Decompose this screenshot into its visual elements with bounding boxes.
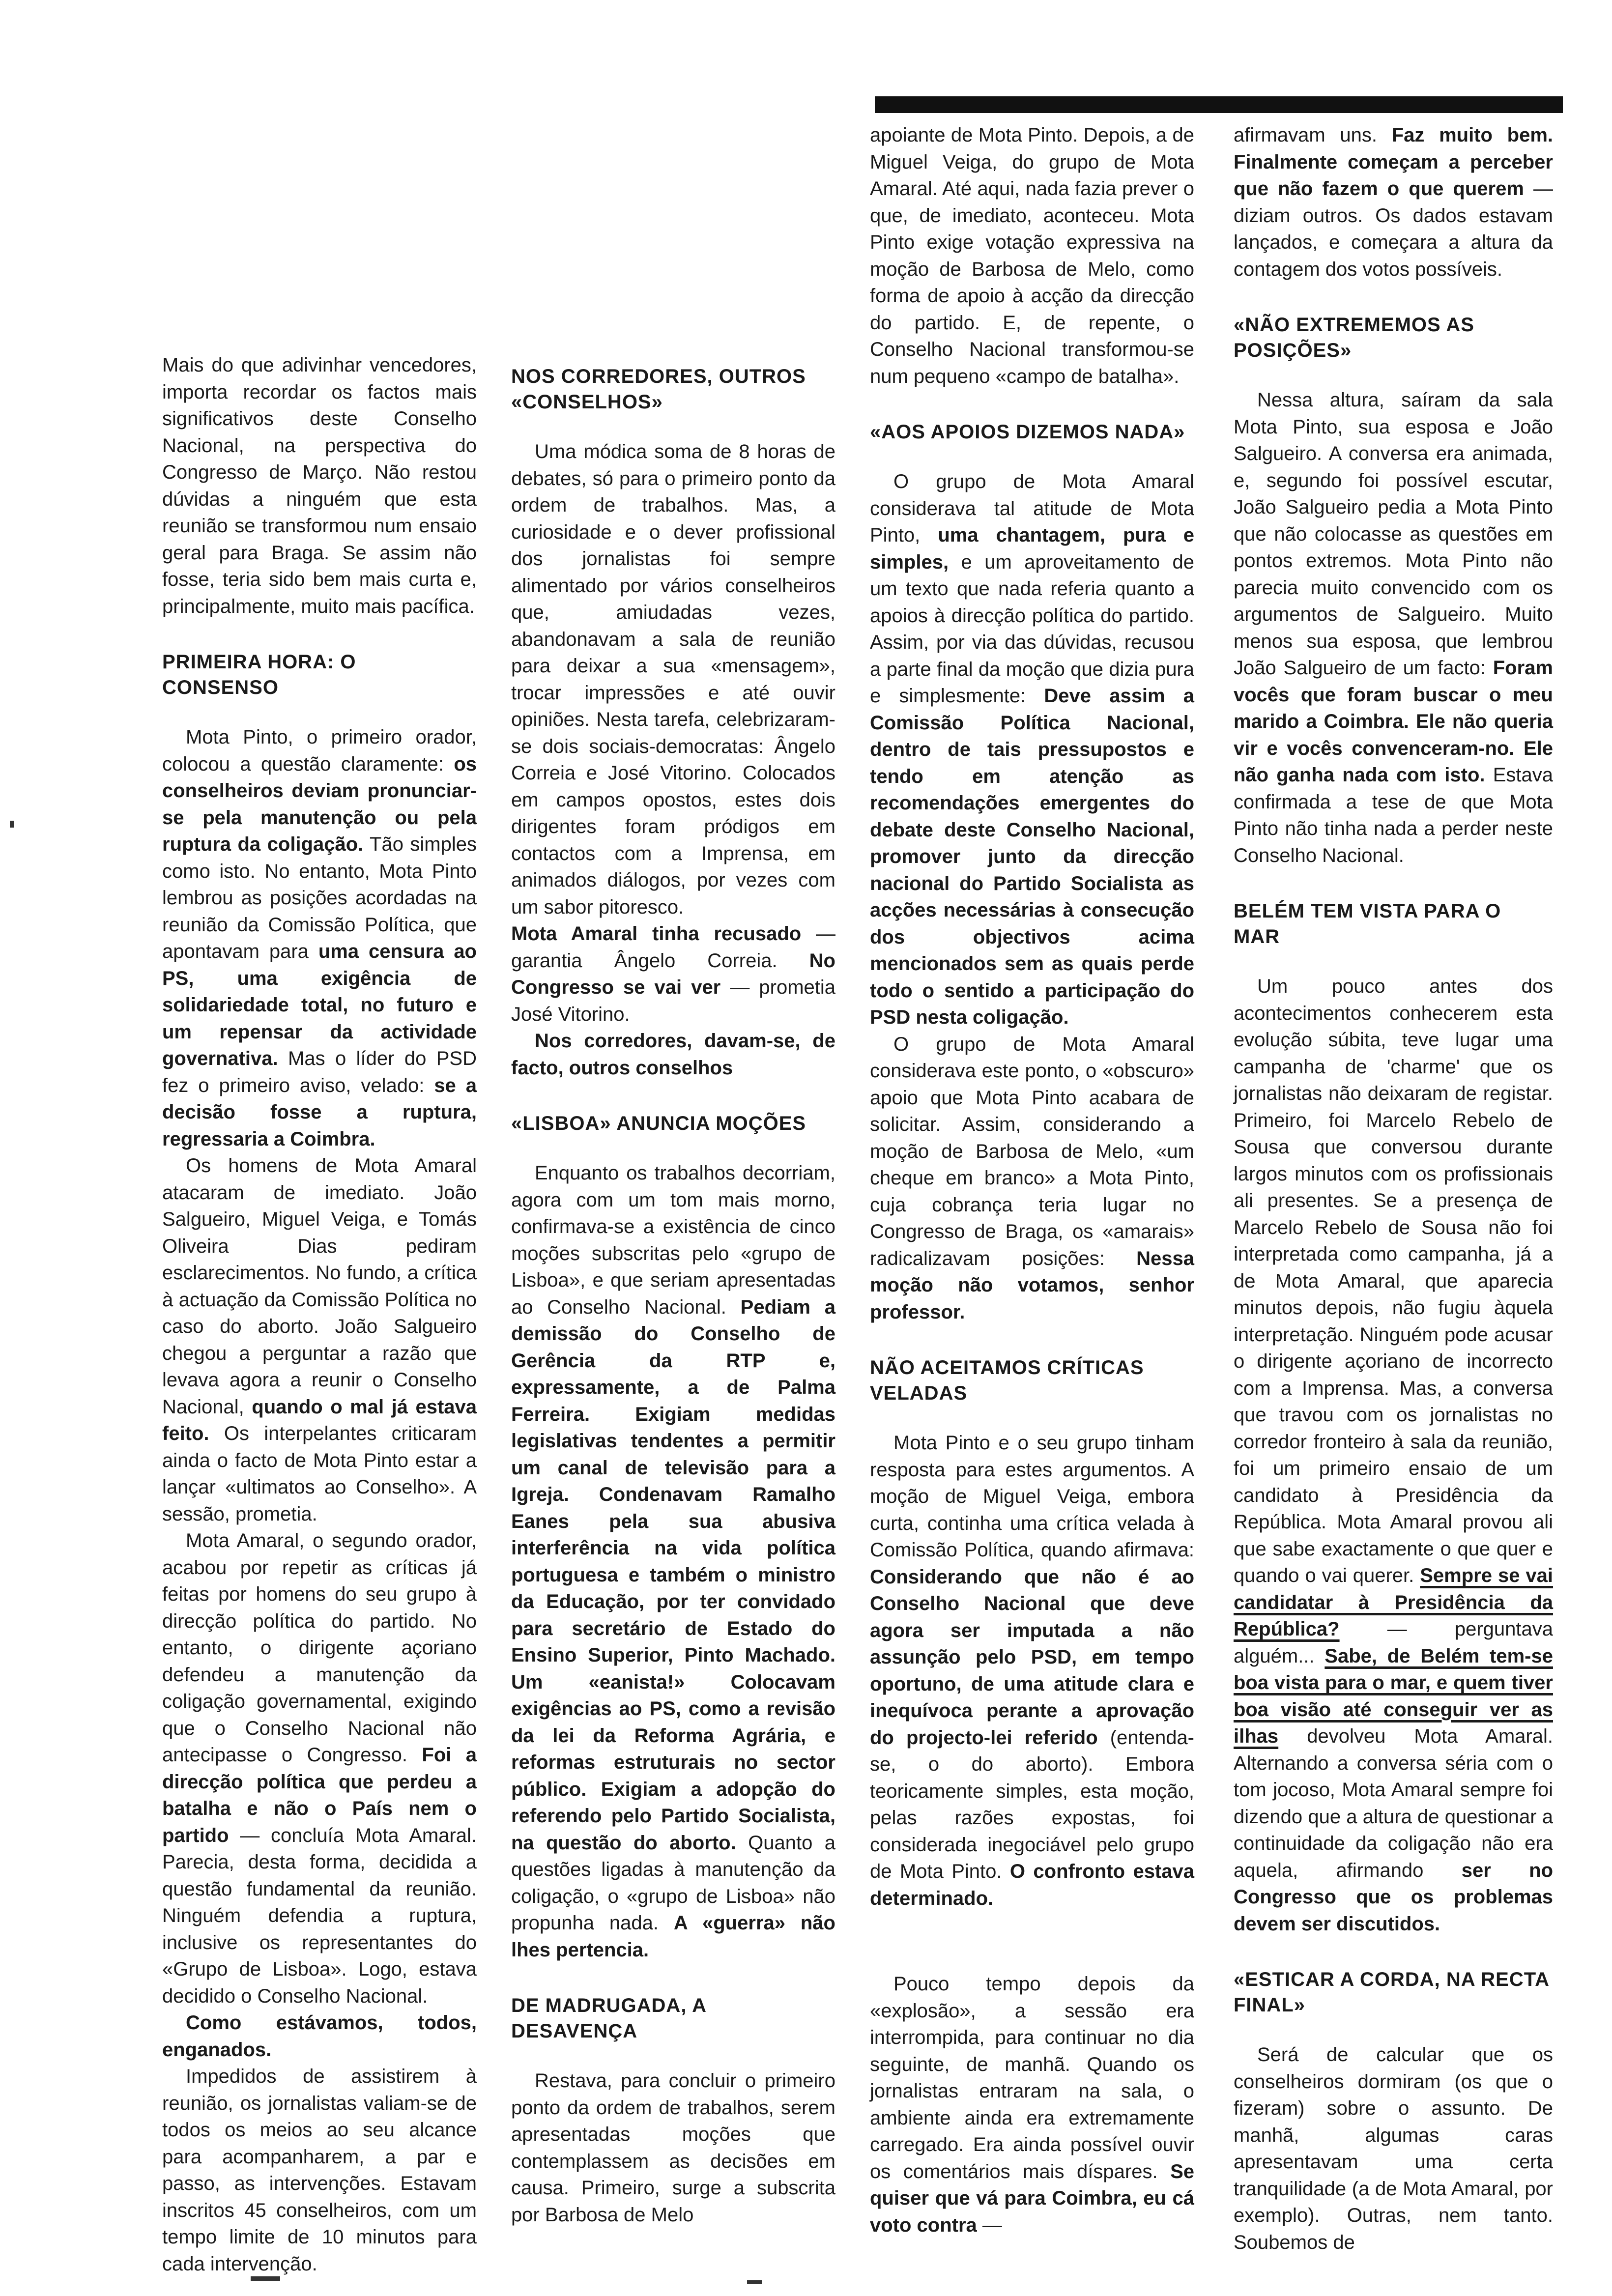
bold-quote-run: Nos corredores, davam-se, de facto, outros conselhos: [511, 1030, 835, 1079]
article-paragraph: [162, 1152, 477, 1527]
article-paragraph: [1234, 973, 1553, 1937]
article-paragraph: [870, 1430, 1194, 1912]
article-paragraph: Será de calcular que os conselheiros dormiram (os que o fizeram) sobre o assunto. De manhã, algumas caras apresentavam uma certa tranquilidade (a de Mota Amaral, por exemplo). Outras, nem tanto. Soubemos de: [1234, 2044, 1553, 2253]
article-paragraph: [870, 1031, 1194, 1326]
bold-quote-run: Considerando que não é ao Conselho Nacional que deve agora ser imputada a não assunção pelo PSD, em tempo oportuno, de uma atitude clara e inequívoca perante a aprovação do projecto-lei referido: [870, 1566, 1194, 1749]
section-heading: NOS CORREDORES, OUTROS «CONSELHOS»: [511, 366, 806, 413]
text-run: Os homens de Mota Amaral atacaram de imediato. João Salgueiro, Miguel Veiga, e Tomás Oliveira Dias pediram esclarecimentos. No fundo, a crítica à actuação da Comissão Política no caso do aborto. João Salgueiro chegou a perguntar a razão que levava agora a reunir o Conselho Nacional,: [162, 1155, 477, 1418]
text-run: (entenda-se, o do aborto). Embora teoricamente simples, esta moção, pelas razões expostas, foi considerada inegociável pelo grupo de Mota Pinto.: [870, 1726, 1194, 1882]
text-run: Um pouco antes dos acontecimentos conhecerem esta evolução súbita, teve lugar uma campanha de 'charme' que os jornalistas não deixaram de registar. Primeiro, foi Marcelo Rebelo de Sousa que conversou durante largos minutos com os profissionais ali presentes. Se a presença de Marcelo Rebelo de Sousa não foi interpretada como campanha, já a de Mota Amaral, que aparecia minutos depois, não fugiu àquela interpretação. Ninguém pode acusar o dirigente açoriano de incorrecto com a Imprensa. Mas, a conversa que travou com os jornalistas no corredor fronteiro à sala da reunião, foi um primeiro ensaio de um candidato à Presidência da República. Mota Amaral provou ali que sabe exactamente o que quer e quando o vai querer.: [1234, 976, 1553, 1586]
article-paragraph: [511, 1028, 835, 1081]
article-paragraph: [511, 1160, 835, 1963]
article-paragraph: [1234, 122, 1553, 283]
bold-quote-run: A «guerra» não lhes pertencia.: [511, 1912, 835, 1961]
article-paragraph: [162, 724, 477, 1152]
article-paragraph: [511, 920, 835, 1028]
bold-quote-run: Como estávamos, todos, enganados.: [162, 2012, 477, 2061]
article-paragraph: apoiante de Mota Pinto. Depois, a de Miguel Veiga, do grupo de Mota Amaral. Até aqui, nada fazia prever o que, de imediato, aconteceu. Mota Pinto exige votação expressiva na moção de Barbosa de Melo, como forma de apoio à acção da direcção do partido. E, de repente, o Conselho Nacional transformou-se num pequeno «campo de batalha».: [870, 124, 1194, 387]
text-run: Mota Pinto e o seu grupo tinham resposta para estes argumentos. A moção de Miguel Veiga, embora curta, continha uma crítica velada à Comissão Política, quando afirmava:: [870, 1432, 1194, 1561]
section-heading: BELÉM TEM VISTA PARA O MAR: [1234, 900, 1501, 947]
text-run: Tão simples como isto. No entanto, Mota Pinto lembrou as posições acordadas na reunião da Comissão Política, que apontavam para: [162, 833, 477, 962]
bold-quote-run: os conselheiros deviam pronunciar-se pela manutenção ou pela ruptura da coligação.: [162, 753, 477, 855]
text-run: — perguntava alguém...: [1234, 1618, 1553, 1667]
article-paragraph: [870, 1971, 1194, 2239]
bold-quote-run: Sabe, de Belém tem-se boa vista para o mar, e quem tiver boa visão até conseguir ver as ilhas: [1234, 1645, 1553, 1747]
section-heading: DE MADRUGADA, A DESAVENÇA: [511, 1995, 706, 2042]
bold-quote-run: Mota Amaral tinha recusado: [511, 923, 802, 945]
scan-speck: [747, 2280, 762, 2284]
bold-quote-run: se a decisão fosse a ruptura, regressaria a Coimbra.: [162, 1074, 477, 1150]
section-heading: NÃO ACEITAMOS CRÍTICAS VELADAS: [870, 1357, 1144, 1404]
text-run: devolveu Mota Amaral. Alternando a conversa séria com o tom jocoso, Mota Amaral sempre foi dizendo que a altura de questionar a continuidade da coligação não era aquela, afirmando: [1234, 1725, 1553, 1881]
bold-quote-run: Deve assim a Comissão Política Nacional, dentro de tais pressupostos e tendo em atenção as recomendações emergentes do debate deste Conselho Nacional, promover junto da direcção nacional do Partido Socialista as acções necessárias à consecução dos objectivos acima mencionados sem as quais perde todo o sentido a participação do PSD nesta coligação.: [870, 685, 1195, 1028]
section-heading: «ESTICAR A CORDA, NA RECTA FINAL»: [1234, 1969, 1549, 2016]
article-paragraph: Restava, para concluir o primeiro ponto da ordem de trabalhos, serem apresentadas moções que contemplassem as decisões em causa. Primeiro, surge a subscrita por Barbosa de Melo: [511, 2070, 835, 2226]
text-run: afirmavam uns.: [1234, 124, 1392, 146]
article-paragraph: [870, 468, 1194, 1031]
section-heading: PRIMEIRA HORA: O CONSENSO: [162, 651, 356, 698]
article-column-2: [511, 364, 835, 2228]
article-paragraph: [162, 2009, 477, 2063]
text-run: Pouco tempo depois da «explosão», a sessão era interrompida, para continuar no dia seguinte, de manhã. Quando os jornalistas entraram na sala, o ambiente ainda era extremamente carregado. Era ainda possível ouvir os comentários mais díspares.: [870, 1973, 1194, 2182]
article-paragraph: Uma módica soma de 8 horas de debates, só para o primeiro ponto da ordem de trabalhos. Mas, a curiosidade e o dever profissional dos jornalistas foi sempre alimentado por vários conselheiros que, amiudadas vezes, abandonavam a sala de reunião para deixar a sua «mensagem», trocar impressões e até ouvir opiniões. Nesta tarefa, celebrizaram-se dois sociais-democratas: Ângelo Correia e José Vitorino. Colocados em campos opostos, estes dois dirigentes foram pródigos em contactos com a Imprensa, em animados diálogos, por vezes com um sabor pitoresco.: [511, 441, 835, 918]
text-run: —: [977, 2214, 1002, 2236]
bold-quote-run: Foi a direcção política que perdeu a batalha e não o País nem o partido: [162, 1744, 477, 1846]
text-run: e um aproveitamento de um texto que nada referia quanto a apoios à direcção política do partido. Assim, por via das dúvidas, recusou a parte final da moção que dizia pura e simplesmente:: [870, 551, 1194, 707]
article-paragraph: Mais do que adivinhar vencedores, importa recordar os factos mais significativos deste Conselho Nacional, na perspectiva do Congresso de Março. Não restou dúvidas a ninguém que esta reunião se transformou num ensaio geral para Braga. Se assim não fosse, teria sido bem mais curta e, principalmente, muito mais pacífica.: [162, 354, 477, 617]
article-column-3: [870, 122, 1194, 2239]
article-paragraph: Impedidos de assistirem à reunião, os jornalistas valiam-se de todos os meios ao seu alcance para acompanharem, a par e passo, as intervenções. Estavam inscritos 45 conselheiros, com um tempo limite de 10 minutos para cada intervenção.: [162, 2066, 477, 2275]
text-run: Estava confirmada a tese de que Mota Pinto não tinha nada a perder neste Conselho Nacional.: [1234, 764, 1553, 866]
text-run: — garantia Ângelo Correia.: [511, 923, 835, 972]
bold-quote-run: ser no Congresso que os problemas devem ser discutidos.: [1234, 1859, 1553, 1935]
text-run: Mas o líder do PSD fez o primeiro aviso, velado:: [162, 1048, 477, 1096]
bold-quote-run: Sempre se vai candidatar à Presidência da República?: [1234, 1565, 1554, 1640]
text-run: — diziam outros. Os dados estavam lançados, e começara a altura da contagem dos votos possíveis.: [1234, 178, 1553, 280]
bold-quote-run: quando o mal já estava feito.: [162, 1396, 477, 1444]
section-heading: «NÃO EXTREMEMOS AS POSIÇÕES»: [1234, 314, 1474, 361]
text-run: Nessa altura, saíram da sala Mota Pinto, sua esposa e João Salgueiro. A conversa era animada, e, segundo foi possível escutar, João Salgueiro pedia a Mota Pinto que não colocasse as questões em pontos extremos. Mota Pinto não parecia muito convencido com os argumentos de Salgueiro. Muito menos sua esposa, que lembrou João Salgueiro de um facto:: [1234, 389, 1553, 679]
article-paragraph: [162, 1527, 477, 2009]
text-run: O grupo de Mota Amaral considerava este ponto, o «obscuro» apoio que Mota Pinto acabara de solicitar. Assim, considerando a moção de Barbosa de Melo, «um cheque em branco» a Mota Pinto, cuja cobrança teria lugar no Congresso de Braga, os «amarais» radicalizavam posições:: [870, 1033, 1194, 1269]
bold-quote-run: O confronto estava determinado.: [870, 1861, 1194, 1909]
article-paragraph: [1234, 387, 1553, 869]
bold-quote-run: Pediam a demissão do Conselho de Gerência da RTP e, expressamente, a de Palma Ferreira. Exigiam medidas legislativas tendentes a permitir um canal de televisão para a Igreja. Condenavam Ramalho Eanes pela sua abusiva interferência na vida política portuguesa e também o ministro da Educação, por ter convidado para secretário de Estado do Ensino Superior, Pinto Machado. Um «eanista!» Colocavam exigências ao PS, como a revisão da lei da Reforma Agrária, e reformas estruturais no sector público. Exigiam a adopção do referendo pelo Partido Socialista, na questão do aborto.: [511, 1296, 835, 1854]
text-run: O grupo de Mota Amaral considerava tal atitude de Mota Pinto,: [870, 471, 1194, 546]
article-column-1: [162, 352, 477, 2277]
scan-speck: [251, 2276, 280, 2281]
scan-speck: [10, 821, 14, 828]
text-run: — concluía Mota Amaral. Parecia, desta forma, decidida a questão fundamental da reunião. Ninguém defendia a ruptura, inclusive os representantes do «Grupo de Lisboa». Logo, estava decidido o Conselho Nacional.: [162, 1824, 477, 2007]
text-run: Os interpelantes criticaram ainda o facto de Mota Pinto estar a lançar «ultimatos ao Conselho». A sessão, prometia.: [162, 1423, 477, 1525]
section-heading: «AOS APOIOS DIZEMOS NADA»: [870, 421, 1185, 443]
bold-quote-run: Foram vocês que foram buscar o meu marido a Coimbra. Ele não queria vir e vocês convenceram-no. Ele não ganha nada com isto.: [1234, 657, 1553, 786]
text-run: Mota Amaral, o segundo orador, acabou por repetir as críticas já feitas por homens do seu grupo à direcção política do partido. No entanto, o dirigente açoriano defendeu a manutenção da coligação governamental, exigindo que o Conselho Nacional não antecipasse o Congresso.: [162, 1530, 477, 1766]
top-rule-bar: [875, 96, 1563, 113]
text-run: Mota Pinto, o primeiro orador, colocou a questão claramente:: [162, 726, 477, 775]
bold-quote-run: uma censura ao PS, uma exigência de solidariedade total, no futuro e um repensar da actividade governativa.: [162, 941, 477, 1069]
article-column-4: [1234, 122, 1553, 2256]
bold-quote-run: Nessa moção não votamos, senhor professor.: [870, 1247, 1194, 1323]
text-run: Enquanto os trabalhos decorriam, agora com um tom mais morno, confirmava-se a existência de cinco moções subscritas pelo «grupo de Lisboa», e que seriam apresentadas ao Conselho Nacional.: [511, 1162, 835, 1318]
bold-quote-run: Faz muito bem. Finalmente começam a perceber que não fazem o que querem: [1234, 124, 1553, 200]
bold-quote-run: No Congresso se vai ver: [511, 949, 835, 998]
bold-quote-run: Se quiser que vá para Coimbra, eu cá voto contra: [870, 2160, 1194, 2236]
text-run: — prometia José Vitorino.: [511, 976, 836, 1025]
bold-quote-run: uma chantagem, pura e simples,: [870, 524, 1195, 573]
text-run: Quanto a questões ligadas à manutenção da coligação, o «grupo de Lisboa» não propunha nada.: [511, 1832, 835, 1934]
section-heading: «LISBOA» ANUNCIA MOÇÕES: [511, 1113, 806, 1134]
